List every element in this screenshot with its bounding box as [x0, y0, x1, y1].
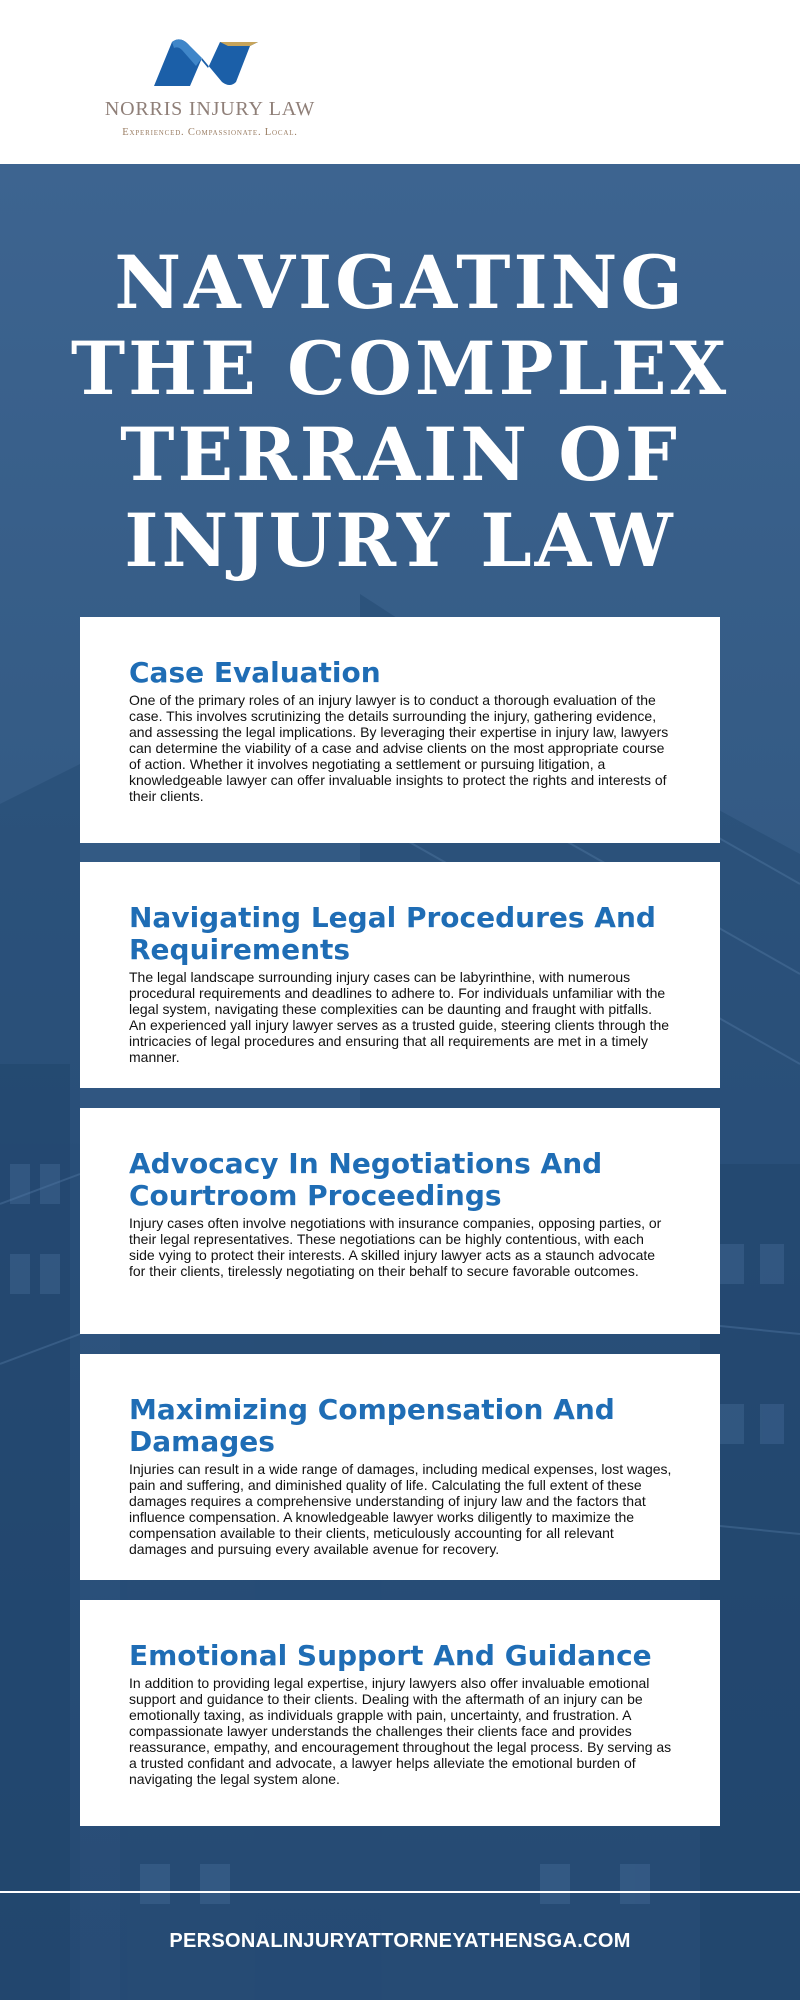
section-card-legal-procedures	[80, 862, 720, 1088]
section-heading: Emotional Support And Guidance	[129, 1639, 652, 1672]
section-body: One of the primary roles of an injury lawyer is to conduct a thorough evaluation of the case. This involves scrutinizing the details surrounding the injury, gathering evidence, and assessing the legal implications. By leveraging their expertise in injury law, lawyers can determine the viability of a case and advise clients on the most appropriate course of action. Whether it involves negotiating a settlement or pursuing litigation, a knowledgeable lawyer can offer invaluable insights to protect the rights and interests of their clients.	[129, 692, 669, 804]
header	[0, 0, 800, 164]
section-body: Injury cases often involve negotiations with insurance companies, opposing parties, or their legal representatives. These negotiations can be highly contentious, with each side vying to protect their interests. A skilled injury lawyer acts as a staunch advocate for their clients, tirelessly negotiating on their behalf to secure favorable outcomes.	[129, 1215, 662, 1279]
section-card-compensation	[80, 1354, 720, 1580]
section-body: In addition to providing legal expertise, injury lawyers also offer invaluable emotional support and guidance to their clients. Dealing with the aftermath of an injury can be emotionally taxing, as individuals grapple with pain, uncertainty, and frustration. A compassionate lawyer understands the challenges their clients face and provides reassurance, empathy, and encouragement throughout the legal process. By serving as a trusted confidant and advocate, a lawyer helps alleviate the emotional burden of navigating the legal system alone.	[129, 1675, 672, 1787]
section-body: Injuries can result in a wide range of damages, including medical expenses, lost wages, pain and suffering, and diminished quality of life. Calculating the full extent of these damages requires a comprehensive understanding of injury law and the factors that influence compensation. A knowledgeable lawyer works diligently to maximize the compensation available to their clients, meticulously accounting for all relevant damages and pursuing every available avenue for recovery.	[129, 1461, 672, 1557]
section-heading: Advocacy In Negotiations And Courtroom Proceedings	[129, 1147, 603, 1212]
section-card-case-evaluation	[80, 617, 720, 843]
section-body: The legal landscape surrounding injury cases can be labyrinthine, with numerous procedural requirements and deadlines to adhere to. For individuals unfamiliar with the legal system, navigating these complexities can be daunting and fraught with pitfalls. An experienced yall injury lawyer serves as a trusted guide, steering clients through the intricacies of legal procedures and ensuring that all requirements are met in a timely manner.	[129, 969, 670, 1065]
section-card-emotional-support	[80, 1600, 720, 1826]
brand-name: NORRIS INJURY LAW	[104, 98, 316, 120]
brand-tagline: Experienced. Compassionate. Local.	[122, 127, 298, 138]
section-heading: Case Evaluation	[129, 656, 381, 689]
section-heading: Maximizing Compensation And Damages	[129, 1393, 615, 1458]
page-title: NAVIGATING THE COMPLEX TERRAIN OF INJURY LAW	[70, 240, 730, 584]
hero-background	[0, 164, 800, 2000]
section-heading: Navigating Legal Procedures And Requirements	[129, 901, 656, 966]
section-card-advocacy	[80, 1108, 720, 1334]
website-link[interactable]: PERSONALINJURYATTORNEYATHENSGA.COM	[169, 1930, 631, 1952]
n-ribbon-logo-icon	[150, 36, 268, 88]
footer-divider	[0, 1891, 800, 1893]
